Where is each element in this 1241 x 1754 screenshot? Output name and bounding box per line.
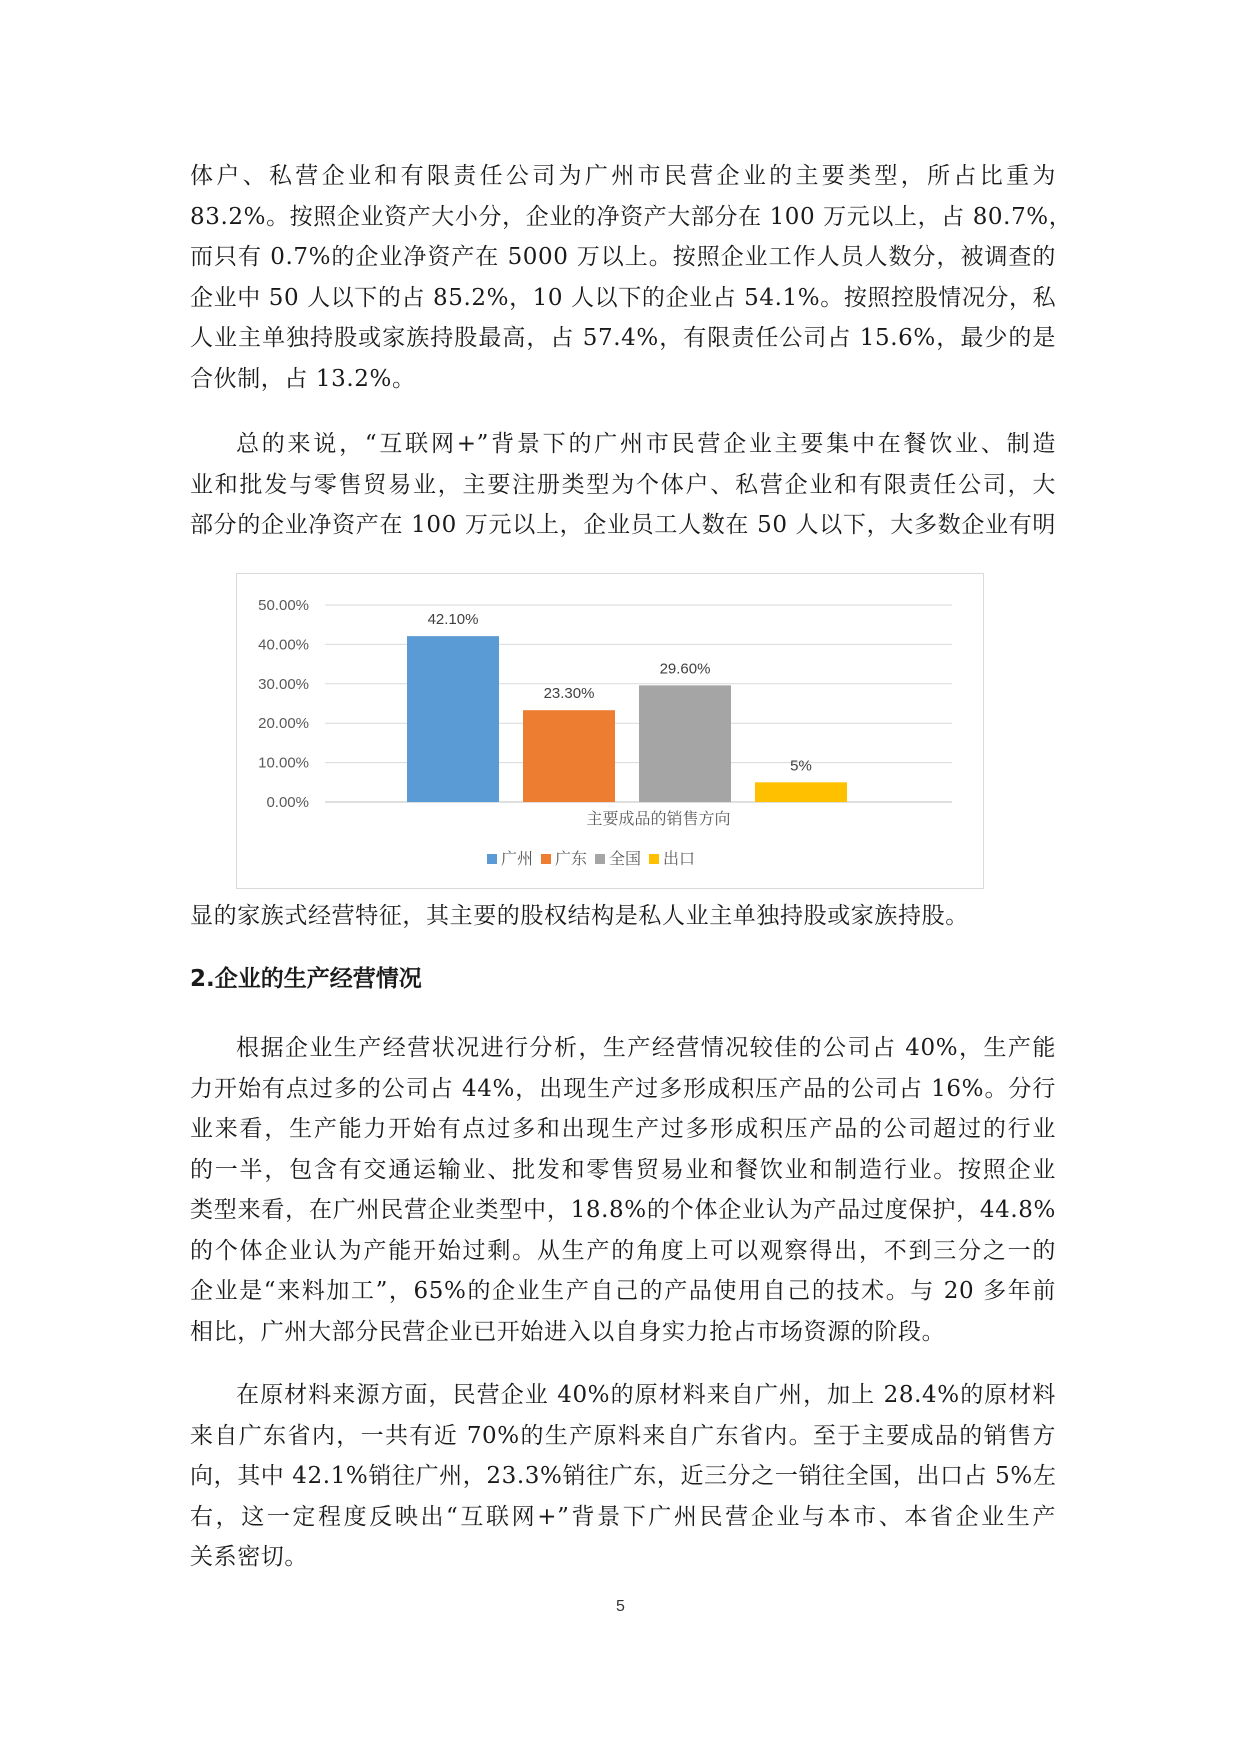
legend-swatch xyxy=(649,854,659,864)
y-tick-label: 30.00% xyxy=(258,675,309,693)
text-line: 向，其中 42.1%销往广州，23.3%销往广东，近三分之一销往全国，出口占 5%左 xyxy=(190,1463,1057,1489)
page-number: 5 xyxy=(616,1598,625,1615)
chart-canvas xyxy=(237,574,983,888)
text-line: 类型来看，在广州民营企业类型中，18.8%的个体企业认为产品过度保护，44.8% xyxy=(190,1197,1056,1223)
paragraph-materials xyxy=(190,1375,1056,1578)
data-label: 42.10% xyxy=(427,611,479,629)
y-tick-label: 10.00% xyxy=(258,754,309,772)
data-label: 23.30% xyxy=(543,685,595,703)
text-line: 根据企业生产经营状况进行分析，生产经营情况较佳的公司占 40%，生产能 xyxy=(236,1035,1056,1061)
text-line: 关系密切。 xyxy=(190,1544,308,1570)
text-line: 而只有 0.7%的企业净资产在 5000 万以上。按照企业工作人员人数分，被调查的 xyxy=(190,244,1056,270)
legend-label: 出口 xyxy=(663,849,696,868)
y-tick-label: 20.00% xyxy=(258,715,309,733)
text-line: 在原材料来源方面，民营企业 40%的原材料来自广州，加上 28.4%的原材料 xyxy=(236,1382,1056,1408)
text-line: 相比，广州大部分民营企业已开始进入以自身实力抢占市场资源的阶段。 xyxy=(190,1318,946,1345)
bar-1 xyxy=(407,636,499,802)
paragraph-summary-continued xyxy=(190,896,1056,937)
text-line: 总的来说，“互联网+”背景下的广州市民营企业主要集中在餐饮业、制造 xyxy=(236,431,1056,457)
legend-swatch xyxy=(595,854,605,864)
paragraph-production xyxy=(190,1028,1056,1352)
y-tick-label: 0.00% xyxy=(266,794,309,811)
sales-direction-chart xyxy=(236,573,984,889)
legend-label: 全国 xyxy=(609,849,642,868)
text-line: 的一半，包含有交通运输业、批发和零售贸易业和餐饮业和制造行业。按照企业 xyxy=(190,1156,1056,1183)
legend-swatch xyxy=(541,854,551,864)
text-line: 显的家族式经营特征，其主要的股权结构是私人业主单独持股或家族持股。 xyxy=(190,903,969,929)
data-label: 5% xyxy=(790,757,812,775)
legend-swatch xyxy=(487,854,497,864)
text-line: 的个体企业认为产能开始过剩。从生产的角度上可以观察得出，不到三分之一的 xyxy=(190,1237,1056,1264)
bar-4 xyxy=(755,782,847,802)
text-line: 力开始有点过多的公司占 44%，出现生产过多形成积压产品的公司占 16%。分行 xyxy=(190,1075,1056,1102)
text-line: 来自广东省内，一共有近 70%的生产原料来自广东省内。至于主要成品的销售方 xyxy=(190,1422,1056,1449)
text-line: 业和批发与零售贸易业，主要注册类型为个体户、私营企业和有限责任公司，大 xyxy=(190,471,1056,498)
bar-2 xyxy=(523,710,615,802)
text-line: 企业中 50 人以下的占 85.2%，10 人以下的企业占 54.1%。按照控股情况分，私 xyxy=(190,284,1057,311)
paragraph-ownership xyxy=(190,156,1073,399)
text-line: 企业是“来料加工”，65%的企业生产自己的产品使用自己的技术。与 20 多年前 xyxy=(190,1278,1056,1304)
legend-label: 广东 xyxy=(555,849,588,868)
y-tick-label: 50.00% xyxy=(258,597,309,614)
bar-3 xyxy=(639,685,731,802)
text-line: 人业主单独持股或家族持股最高，占 57.4%，有限责任公司占 15.6%，最少的是 xyxy=(190,325,1056,351)
legend-label: 广州 xyxy=(501,849,534,868)
text-line: 83.2%。按照企业资产大小分，企业的净资产大部分在 100 万元以上，占 80.7%， xyxy=(190,203,1073,230)
section-heading: 2.企业的生产经营情况 xyxy=(190,966,422,992)
text-line: 右，这一定程度反映出“互联网+”背景下广州民营企业与本市、本省企业生产 xyxy=(190,1503,1056,1530)
data-label: 29.60% xyxy=(659,660,711,678)
text-line: 部分的企业净资产在 100 万元以上，企业员工人数在 50 人以下，大多数企业有明 xyxy=(190,512,1056,538)
text-line: 合伙制，占 13.2%。 xyxy=(190,365,416,392)
paragraph-summary xyxy=(190,424,1056,546)
y-tick-label: 40.00% xyxy=(258,636,309,654)
x-axis-label: 主要成品的销售方向 xyxy=(586,809,731,828)
text-line: 业来看，生产能力开始有点过多和出现生产过多形成积压产品的公司超过的行业 xyxy=(190,1116,1056,1142)
text-line: 体户、私营企业和有限责任公司为广州市民营企业的主要类型，所占比重为 xyxy=(190,163,1056,189)
